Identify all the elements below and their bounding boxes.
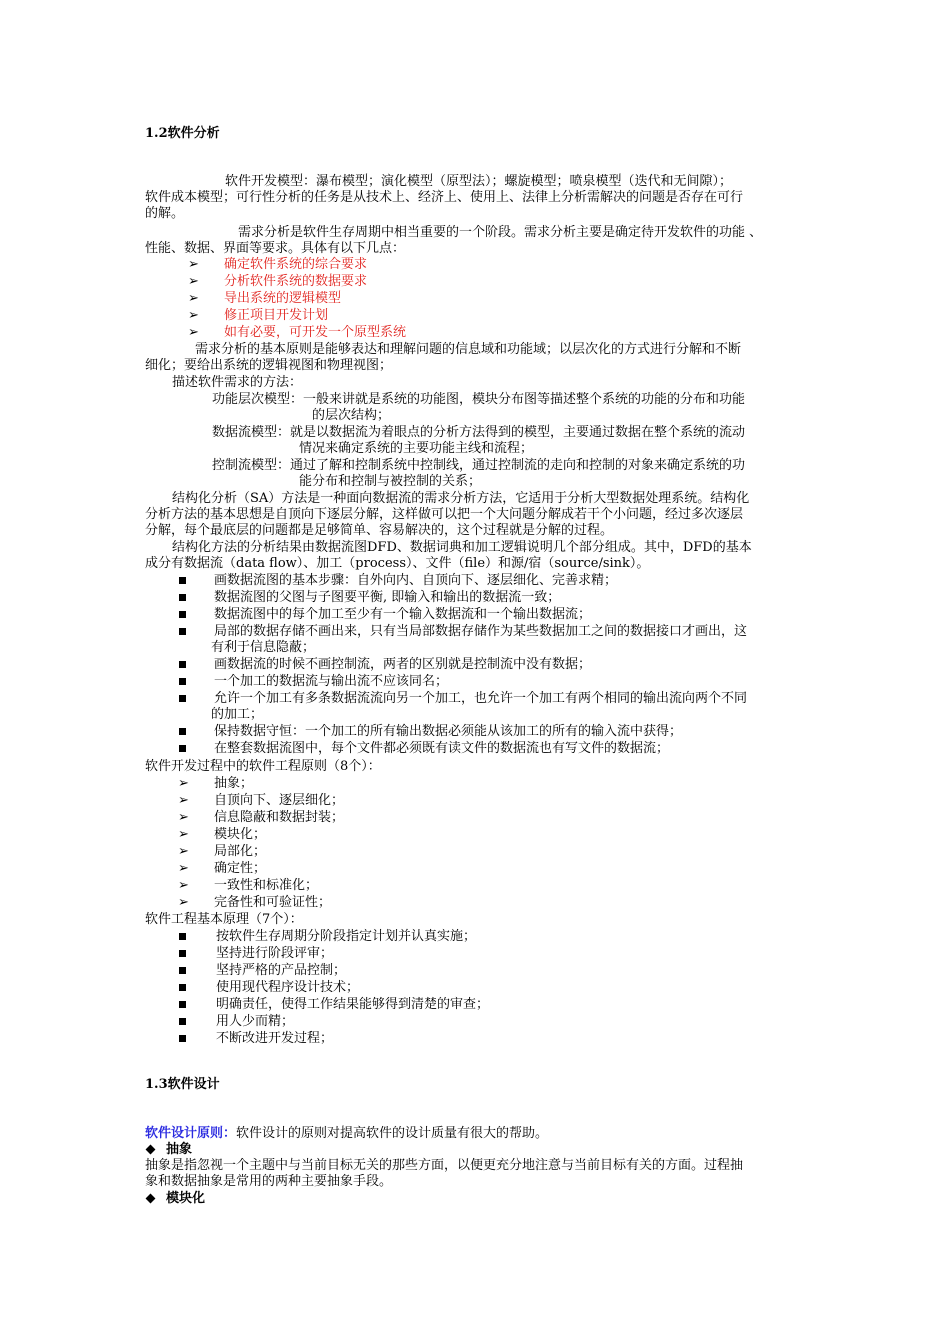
basic-principle-item: 用人少而精； xyxy=(216,1014,295,1029)
arrow-bullet-icon: ➢ xyxy=(178,844,189,859)
principle-item: 自顶向下、逐层细化； xyxy=(214,793,345,808)
modularity-title: 模块化 xyxy=(166,1191,206,1206)
method-2-line-1: 数据流模型：就是以数据流为着眼点的分析方法得到的模型，主要通过数据在整个系统的流动 xyxy=(212,425,746,440)
req-item: 确定软件系统的综合要求 xyxy=(224,257,368,272)
square-bullet-icon xyxy=(179,1001,186,1008)
basic-principle-item: 明确责任，使得工作结果能够得到清楚的审查； xyxy=(216,997,490,1012)
dfd-item: 画数据流的时候不画控制流，两者的区别就是控制流中没有数据； xyxy=(214,657,592,672)
dfd-item: 允许一个加工有多条数据流流向另一个加工，也允许一个加工有两个相同的输出流向两个不同 xyxy=(214,691,748,706)
intro-line-3: 的解。 xyxy=(145,206,185,221)
arrow-bullet-icon: ➢ xyxy=(188,308,199,323)
arrow-bullet-icon: ➢ xyxy=(178,810,189,825)
square-bullet-icon xyxy=(179,577,186,584)
arrow-bullet-icon: ➢ xyxy=(178,793,189,808)
dfd-item: 一个加工的数据流与输出流不应该同名； xyxy=(214,674,449,689)
principles-7-title: 软件工程基本原理（7个）： xyxy=(145,912,303,927)
sa-line-2: 分析方法的基本思想是自顶向下逐层分解，这样做可以把一个大问题分解成若干个小问题，经过多次逐层 xyxy=(145,507,744,522)
arrow-bullet-icon: ➢ xyxy=(178,878,189,893)
basic-principle-item: 坚持严格的产品控制； xyxy=(216,963,347,978)
square-bullet-icon xyxy=(179,678,186,685)
method-1-line-1: 功能层次模型：一般来讲就是系统的功能图，模块分布图等描述整个系统的功能的分布和功能 xyxy=(212,392,746,407)
principle-line-2: 细化；要给出系统的逻辑视图和物理视图； xyxy=(145,358,393,373)
square-bullet-icon xyxy=(179,984,186,991)
abstraction-line-2: 象和数据抽象是常用的两种主要抽象手段。 xyxy=(145,1174,393,1189)
abstraction-line-1: 抽象是指忽视一个主题中与当前目标无关的那些方面，以便更充分地注意与当前目标有关的方面。过程抽 xyxy=(145,1158,744,1173)
design-principle-label: 软件设计原则： xyxy=(145,1126,237,1141)
square-bullet-icon xyxy=(179,695,186,702)
methods-title: 描述软件需求的方法： xyxy=(172,375,303,390)
square-bullet-icon xyxy=(179,950,186,957)
dfd-item: 数据流图中的每个加工至少有一个输入数据流和一个输出数据流； xyxy=(214,607,592,622)
square-bullet-icon xyxy=(179,1018,186,1025)
requirements-line-1: 需求分析是软件生存周期中相当重要的一个阶段。需求分析主要是确定待开发软件的功能 、 xyxy=(238,225,763,240)
basic-principle-item: 使用现代程序设计技术； xyxy=(216,980,360,995)
basic-principle-item: 按软件生存周期分阶段指定计划并认真实施； xyxy=(216,929,477,944)
req-item: 如有必要，可开发一个原型系统 xyxy=(224,325,407,340)
intro-line-2: 软件成本模型；可行性分析的任务是从技术上、经济上、使用上、法律上分析需解决的问题是否存在可行 xyxy=(145,190,744,205)
arrow-bullet-icon: ➢ xyxy=(188,274,199,289)
method-1-line-2: 的层次结构； xyxy=(312,408,391,423)
dfd-item: 在整套数据流图中，每个文件都必须既有读文件的数据流也有写文件的数据流； xyxy=(214,741,670,756)
basic-principle-item: 坚持进行阶段评审； xyxy=(216,946,334,961)
dfd-item: 数据流图的父图与子图要平衡, 即输入和输出的数据流一致； xyxy=(214,590,561,605)
method-3-line-1: 控制流模型：通过了解和控制系统中控制线，通过控制流的走向和控制的对象来确定系统的功 xyxy=(212,458,746,473)
sa-line-3: 分解，每个最底层的问题都是足够简单、容易解决的，这个过程就是分解的过程。 xyxy=(145,523,614,538)
principle-line-1: 需求分析的基本原则是能够表达和理解问题的信息域和功能域；以层次化的方式进行分解和不断 xyxy=(195,342,742,357)
arrow-bullet-icon: ➢ xyxy=(178,776,189,791)
arrow-bullet-icon: ➢ xyxy=(188,325,199,340)
intro-line-1: 软件开发模型：瀑布模型；演化模型（原型法）；螺旋模型；喷泉模型（迭代和无间隙）； xyxy=(225,174,733,189)
dfd-item: 局部的数据存储不画出来，只有当局部数据存储作为某些数据加工之间的数据接口才画出，这 xyxy=(214,624,748,639)
method-3-line-2: 能分布和控制与被控制的关系； xyxy=(299,474,482,489)
square-bullet-icon xyxy=(179,628,186,635)
dfd-line-2: 成分有数据流（data flow）、加工（process）、文件（file）和源/宿（source/sink）。 xyxy=(145,556,650,571)
principle-item: 模块化； xyxy=(214,827,267,842)
design-principle-line xyxy=(145,1126,548,1142)
square-bullet-icon xyxy=(179,745,186,752)
section-title-1-2: 1.2软件分析 xyxy=(145,126,220,141)
req-item: 导出系统的逻辑模型 xyxy=(224,291,342,306)
req-item: 分析软件系统的数据要求 xyxy=(224,274,368,289)
square-bullet-icon xyxy=(179,933,186,940)
square-bullet-icon xyxy=(179,728,186,735)
arrow-bullet-icon: ➢ xyxy=(178,861,189,876)
principles-8-title: 软件开发过程中的软件工程原则（8个）： xyxy=(145,759,381,774)
method-2-line-2: 情况来确定系统的主要功能主线和流程； xyxy=(299,441,534,456)
dfd-item: 保持数据守恒：一个加工的所有输出数据必须能从该加工的所有的输入流中获得； xyxy=(214,724,683,739)
principle-item: 确定性； xyxy=(214,861,267,876)
diamond-bullet-icon xyxy=(146,1145,156,1155)
req-item: 修正项目开发计划 xyxy=(224,308,329,323)
arrow-bullet-icon: ➢ xyxy=(188,257,199,272)
abstraction-title: 抽象 xyxy=(166,1142,193,1157)
diamond-bullet-icon xyxy=(146,1194,156,1204)
square-bullet-icon xyxy=(179,967,186,974)
section-title-1-3: 1.3软件设计 xyxy=(145,1077,220,1092)
square-bullet-icon xyxy=(179,661,186,668)
square-bullet-icon xyxy=(179,611,186,618)
requirements-line-2: 性能、数据、界面等要求。具体有以下几点： xyxy=(145,241,406,256)
design-principle-text: 软件设计的原则对提高软件的设计质量有很大的帮助。 xyxy=(236,1126,549,1141)
dfd-line-1: 结构化方法的分析结果由数据流图DFD、数据词典和加工逻辑说明几个部分组成。其中，DFD的基本 xyxy=(172,540,752,555)
principle-item: 局部化； xyxy=(214,844,267,859)
basic-principle-item: 不断改进开发过程； xyxy=(216,1031,334,1046)
principle-item: 信息隐蔽和数据封装； xyxy=(214,810,345,825)
dfd-item-continued: 的加工； xyxy=(211,707,264,722)
dfd-item-continued: 有利于信息隐蔽； xyxy=(211,640,316,655)
square-bullet-icon xyxy=(179,594,186,601)
dfd-item: 画数据流图的基本步骤：自外向内、自顶向下、逐层细化、完善求精； xyxy=(214,573,618,588)
arrow-bullet-icon: ➢ xyxy=(178,895,189,910)
arrow-bullet-icon: ➢ xyxy=(188,291,199,306)
square-bullet-icon xyxy=(179,1035,186,1042)
arrow-bullet-icon: ➢ xyxy=(178,827,189,842)
principle-item: 一致性和标准化； xyxy=(214,878,319,893)
principle-item: 抽象； xyxy=(214,776,254,791)
sa-line-1: 结构化分析（SA）方法是一种面向数据流的需求分析方法，它适用于分析大型数据处理系统。结构化 xyxy=(172,491,750,506)
principle-item: 完备性和可验证性； xyxy=(214,895,332,910)
